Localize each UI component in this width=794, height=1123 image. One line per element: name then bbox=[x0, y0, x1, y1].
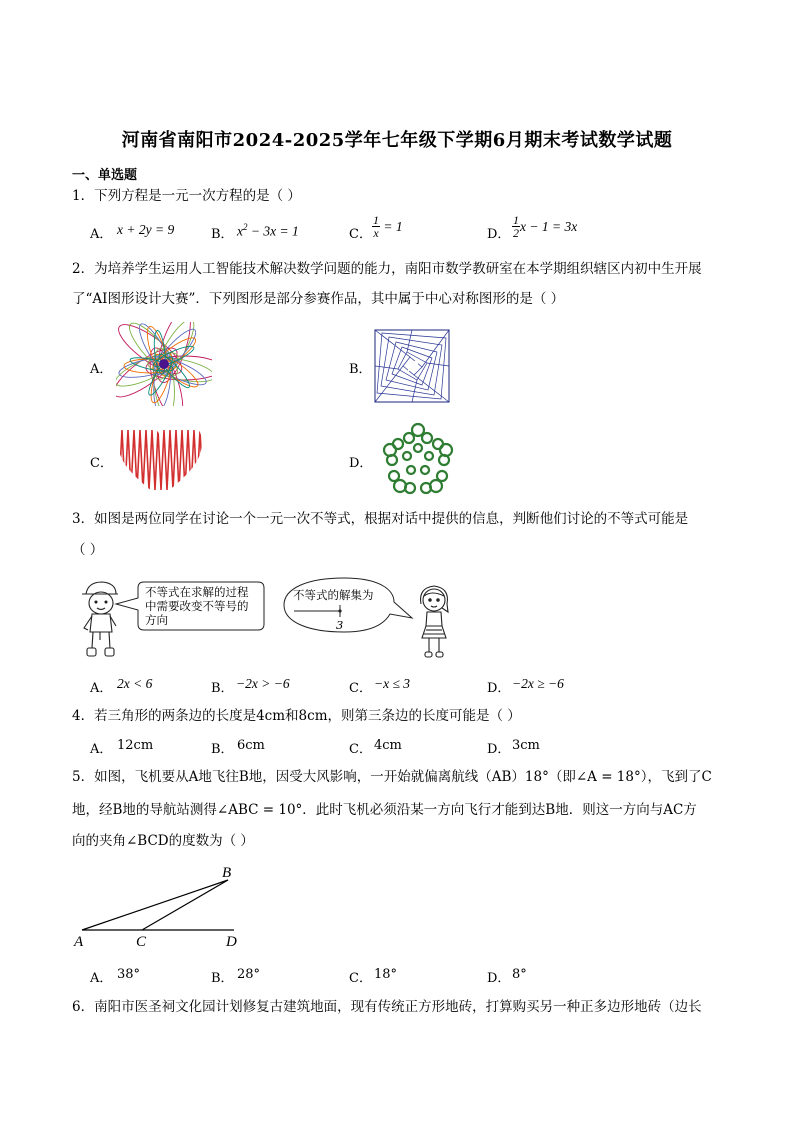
q1-option-c-label: C． bbox=[349, 227, 372, 242]
bubble-boy-line2: 中需要改变不等号的 bbox=[145, 599, 249, 613]
q3-option-b: −2x > −6 bbox=[236, 676, 290, 691]
q1-option-d-label: D． bbox=[487, 227, 511, 242]
q4-option-c-label: C． bbox=[349, 742, 372, 757]
q3-stem-line1: 3．如图是两位同学在讨论一个一元一次不等式，根据对话中提供的信息，判断他们讨论的不等式可能是 bbox=[72, 511, 689, 527]
point-b-label: B bbox=[222, 865, 232, 881]
q3-option-c: −x ≤ 3 bbox=[374, 676, 411, 691]
q4-option-c: 4cm bbox=[374, 738, 402, 753]
q3-stem-line2: （ ） bbox=[72, 542, 104, 558]
q5-option-a-label: A． bbox=[90, 971, 113, 986]
triangle-abc-figure bbox=[70, 862, 250, 952]
point-c-label: C bbox=[136, 934, 147, 950]
q1-option-d: $\frac{1}{2}$ x − 1 = 3x bbox=[513, 213, 578, 240]
q3-option-d-label: D． bbox=[487, 681, 511, 696]
q5-option-b: 28° bbox=[237, 967, 261, 982]
q2-option-c-label: C． bbox=[90, 456, 113, 471]
bubble-girl-text: 不等式的解集为 bbox=[293, 588, 374, 602]
q4-option-d-label: D． bbox=[487, 742, 511, 757]
point-d-label: D bbox=[226, 934, 237, 950]
q3-option-c-label: C． bbox=[349, 681, 372, 696]
wave-heart-figure bbox=[116, 420, 204, 500]
q4-option-a: 12cm bbox=[117, 738, 154, 753]
spiral-square-figure bbox=[374, 329, 450, 403]
q4-option-a-label: A． bbox=[90, 742, 113, 757]
section-heading: 一、单选题 bbox=[72, 168, 138, 183]
q3-option-a: 2x < 6 bbox=[117, 676, 153, 691]
q1-option-a-label: A． bbox=[90, 227, 113, 242]
q5-option-c: 18° bbox=[374, 967, 398, 982]
bubble-boy-line3: 方向 bbox=[145, 613, 168, 627]
q1-option-c: $\frac{1}{x}$ = 1 bbox=[373, 213, 403, 240]
q4-option-d: 3cm bbox=[512, 738, 540, 753]
q5-stem-line1: 5．如图，飞机要从A地飞往B地，因受大风影响，一开始就偏离航线（AB）18°（即∠A = 18°），飞到了C bbox=[72, 769, 712, 785]
q1-stem: 1．下列方程是一元一次方程的是（ ） bbox=[72, 188, 301, 204]
q5-option-d-label: D． bbox=[487, 971, 511, 986]
q2-option-d-label: D． bbox=[349, 456, 373, 471]
spiral-flower-figure bbox=[116, 322, 212, 406]
q5-option-a: 38° bbox=[117, 967, 141, 982]
point-a-label: A bbox=[74, 934, 84, 950]
q2-option-a-label: A． bbox=[90, 362, 113, 377]
q3-option-b-label: B． bbox=[211, 681, 234, 696]
q5-option-d: 8° bbox=[512, 967, 527, 982]
q5-option-c-label: C． bbox=[349, 971, 372, 986]
q3-option-d: −2x ≥ −6 bbox=[512, 676, 564, 691]
q2-stem-line2: 了“AI图形设计大赛”．下列图形是部分参赛作品，其中属于中心对称图形的是（ ） bbox=[72, 291, 565, 307]
q4-option-b: 6cm bbox=[237, 738, 265, 753]
q4-option-b-label: B． bbox=[211, 742, 234, 757]
speech-bubble-girl bbox=[282, 576, 414, 636]
q6-stem-line1: 6．南阳市医圣祠文化园计划修复古建筑地面，现有传统正方形地砖，打算购买另一种正多边形地砖（边长 bbox=[72, 999, 702, 1015]
q1-option-b: $x^2 - 3x = 1$ bbox=[237, 222, 299, 239]
q5-option-b-label: B． bbox=[211, 971, 234, 986]
page-title: 河南省南阳市2024-2025学年七年级下学期6月期末考试数学试题 bbox=[121, 130, 673, 151]
q5-stem-line3: 向的夹角∠BCD的度数为（ ） bbox=[72, 833, 254, 849]
girl-student-figure bbox=[414, 582, 454, 662]
q2-option-b-label: B． bbox=[349, 362, 372, 377]
q1-option-b-label: B． bbox=[211, 227, 234, 242]
q2-stem-line1: 2．为培养学生运用人工智能技术解决数学问题的能力，南阳市数学教研室在本学期组织辖区内初中生开展 bbox=[72, 261, 702, 277]
bubble-boy-line1: 不等式在求解的过程 bbox=[145, 585, 249, 599]
q5-stem-line2: 地，经B地的导航站测得∠ABC = 10°．此时飞机必须沿某一方向飞行才能到达B地．则这一方向与AC方 bbox=[72, 802, 697, 818]
q3-option-a-label: A． bbox=[90, 681, 113, 696]
pentaflake-figure bbox=[375, 420, 461, 500]
q4-stem: 4．若三角形的两条边的长度是4cm和8cm，则第三条边的长度可能是（ ） bbox=[72, 708, 521, 724]
q1-option-a: x + 2y = 9 bbox=[117, 222, 175, 237]
bubble-girl-number: 3 bbox=[336, 618, 344, 632]
